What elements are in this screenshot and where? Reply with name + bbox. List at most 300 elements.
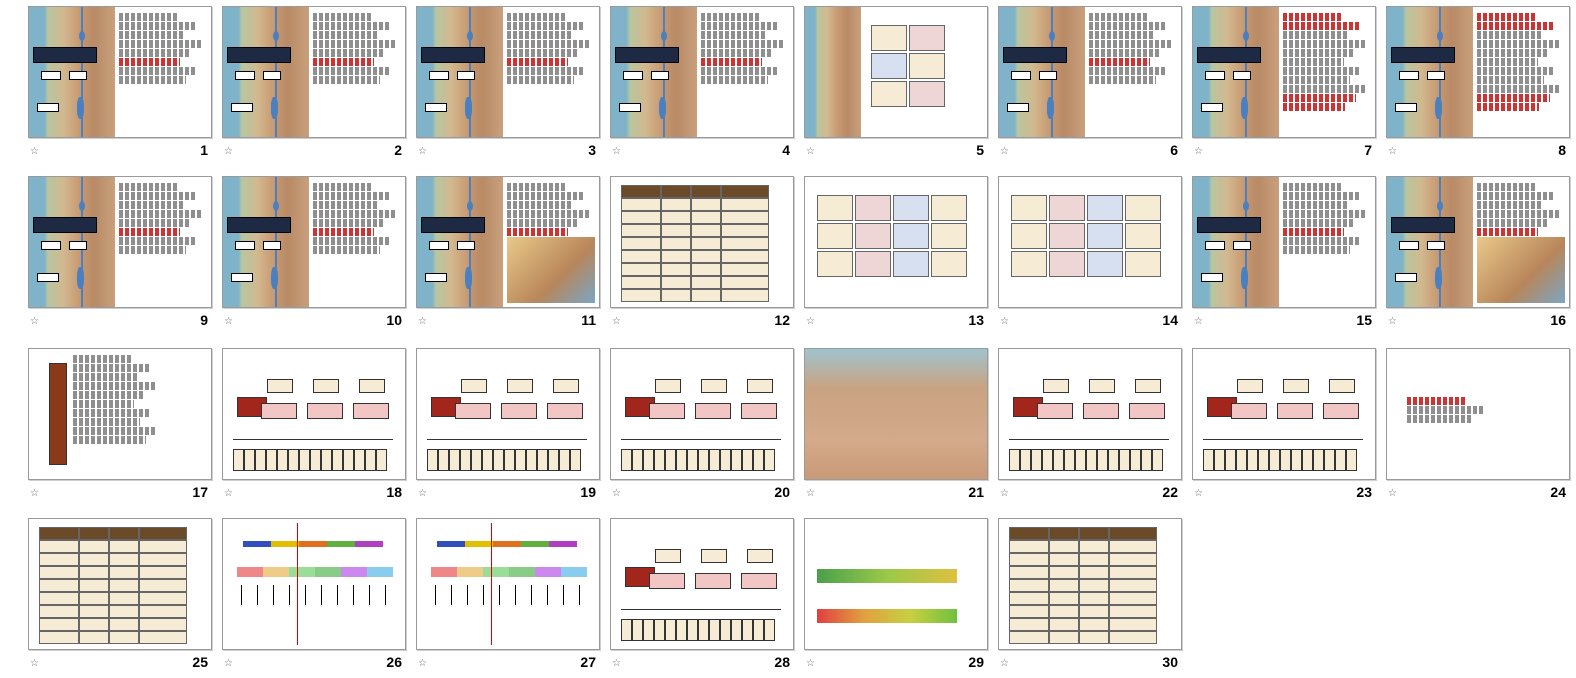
slide-thumbnail[interactable] (804, 176, 988, 308)
text-line (1089, 49, 1161, 57)
slide-cell[interactable] (804, 348, 988, 508)
star-icon[interactable]: ☆ (1388, 488, 1397, 499)
text-line (1477, 210, 1560, 218)
table-cell (1079, 540, 1109, 553)
star-icon[interactable]: ☆ (612, 316, 621, 327)
tree-leaf (515, 449, 526, 471)
table-cell (109, 631, 139, 644)
slide-thumbnail[interactable] (222, 176, 406, 308)
star-icon[interactable]: ☆ (1194, 488, 1203, 499)
slide-cell[interactable] (222, 518, 406, 678)
slide-cell[interactable] (28, 6, 212, 166)
table-cell (661, 237, 691, 250)
slide-thumbnail[interactable] (28, 176, 212, 308)
text-line (1089, 67, 1167, 75)
tree-node (1135, 379, 1161, 393)
tree-leaf (632, 619, 643, 641)
star-icon[interactable]: ☆ (418, 658, 427, 669)
tree-node (747, 549, 773, 563)
slide-thumbnail[interactable] (610, 348, 794, 480)
map-label (263, 241, 281, 250)
star-icon[interactable]: ☆ (1194, 316, 1203, 327)
map-label (1205, 241, 1225, 250)
map-title-box (1391, 47, 1455, 63)
star-icon[interactable]: ☆ (418, 146, 427, 157)
tree-leaf (687, 619, 698, 641)
text-line (701, 67, 779, 75)
timeline-bar (299, 541, 327, 547)
table-cell (109, 592, 139, 605)
sea-of-galilee (273, 31, 279, 41)
star-icon[interactable]: ☆ (1000, 488, 1009, 499)
text-line (507, 219, 579, 227)
slide-thumbnail[interactable] (804, 6, 988, 138)
table-cell (661, 263, 691, 276)
map-label (457, 241, 475, 250)
slide-cell[interactable] (1386, 6, 1570, 166)
star-icon[interactable]: ☆ (612, 146, 621, 157)
text-line (1283, 219, 1355, 227)
text-line (507, 40, 590, 48)
tree-node (649, 403, 685, 419)
star-icon[interactable]: ☆ (30, 146, 39, 157)
timeline-tick (369, 585, 370, 605)
table-cell (621, 198, 661, 211)
text-line (1283, 85, 1367, 93)
slide-number: 27 (580, 654, 596, 670)
tree-leaf (365, 449, 376, 471)
slide-cell[interactable] (804, 6, 988, 166)
slide-thumbnail[interactable] (416, 518, 600, 650)
slide-number: 22 (1162, 484, 1178, 500)
text-line (507, 210, 590, 218)
table-cell (721, 198, 769, 211)
tree-node (455, 403, 491, 419)
tree-leaf (632, 449, 643, 471)
star-icon[interactable]: ☆ (224, 146, 233, 157)
text-line (701, 40, 784, 48)
star-icon[interactable]: ☆ (418, 316, 427, 327)
slide-number: 21 (968, 484, 984, 500)
timeline-band (561, 567, 587, 577)
slide-number: 4 (782, 142, 790, 158)
slide-number: 8 (1558, 142, 1566, 158)
tree-leaf (438, 449, 449, 471)
table-cell (139, 553, 187, 566)
slide-thumbnail[interactable] (222, 348, 406, 480)
slide-thumbnail[interactable] (416, 6, 600, 138)
slide-thumbnail[interactable] (998, 6, 1182, 138)
timeline-tick (579, 585, 580, 605)
star-icon[interactable]: ☆ (1000, 146, 1009, 157)
text-line (73, 400, 134, 408)
tree-leaf (299, 449, 310, 471)
text-line (507, 67, 585, 75)
tree-leaf (570, 449, 581, 471)
star-icon[interactable]: ☆ (806, 316, 815, 327)
table-cell (661, 211, 691, 224)
table-cell (691, 224, 721, 237)
timeline-band (237, 567, 263, 577)
map-label (1201, 103, 1223, 112)
text-line (1283, 76, 1350, 84)
slide-thumbnail[interactable] (610, 176, 794, 308)
star-icon[interactable]: ☆ (30, 316, 39, 327)
tree-leaf (559, 449, 570, 471)
slide-thumbnail[interactable] (998, 348, 1182, 480)
map-label (1399, 241, 1419, 250)
current-time-marker (297, 523, 298, 645)
map-label (457, 71, 475, 80)
tree-leaf (244, 449, 255, 471)
table-cell (79, 566, 109, 579)
tree-node (1283, 379, 1309, 393)
star-icon[interactable]: ☆ (1000, 316, 1009, 327)
slide-number: 30 (1162, 654, 1178, 670)
table-cell (721, 237, 769, 250)
tree-leaf (665, 619, 676, 641)
tree-node (507, 379, 533, 393)
slide-cell[interactable] (610, 6, 794, 166)
slide-thumbnail[interactable] (222, 518, 406, 650)
slide-thumbnail[interactable] (1192, 176, 1376, 308)
tree-leaf (427, 449, 438, 471)
timeline-tick (499, 585, 500, 605)
timeline-tick (451, 585, 452, 605)
tree-leaf (742, 619, 753, 641)
timeline-tick (385, 585, 386, 605)
slide-number: 2 (394, 142, 402, 158)
text-line (1477, 192, 1554, 200)
table-cell (79, 631, 109, 644)
slide-thumbnail[interactable] (1386, 6, 1570, 138)
text-line (73, 391, 145, 399)
tree-node (1129, 403, 1165, 419)
text-line (507, 13, 567, 21)
table-cell (931, 195, 967, 221)
table-cell (79, 527, 109, 540)
tree-node (695, 573, 731, 589)
text-line (1089, 40, 1172, 48)
table-cell (871, 25, 907, 51)
text-line (1089, 76, 1156, 84)
map-label (37, 103, 59, 112)
slide-cell[interactable] (1192, 6, 1376, 166)
star-icon[interactable]: ☆ (224, 316, 233, 327)
map-label (69, 241, 87, 250)
sea-of-galilee (79, 201, 85, 211)
text-line (701, 31, 767, 39)
slide-cell[interactable] (416, 518, 600, 678)
text-line (313, 201, 379, 209)
text-line (313, 13, 373, 21)
map-title-box (227, 217, 291, 233)
text-line (701, 76, 768, 84)
timeline-band (483, 567, 509, 577)
slide-thumbnail[interactable] (1192, 6, 1376, 138)
table-cell (109, 527, 139, 540)
timeline-bar (465, 541, 493, 547)
star-icon[interactable]: ☆ (418, 488, 427, 499)
table-cell (39, 631, 79, 644)
map-image (999, 7, 1085, 137)
text-line (313, 219, 385, 227)
text-line (313, 183, 373, 191)
tree-leaf (698, 619, 709, 641)
slide-cell[interactable] (416, 348, 600, 508)
table-cell (691, 276, 721, 289)
tree-leaf (449, 449, 460, 471)
table-cell (721, 211, 769, 224)
text-line (507, 228, 568, 236)
table-cell (691, 198, 721, 211)
map-title-box (1197, 217, 1261, 233)
star-icon[interactable]: ☆ (806, 146, 815, 157)
star-icon[interactable]: ☆ (612, 658, 621, 669)
tree-connector (233, 439, 393, 440)
slide-table (1009, 527, 1157, 644)
slide-thumbnail[interactable] (1386, 348, 1570, 480)
dead-sea (1241, 97, 1248, 119)
slide-thumbnail[interactable] (998, 176, 1182, 308)
star-icon[interactable]: ☆ (612, 488, 621, 499)
map-label (1011, 71, 1031, 80)
slide-thumbnail[interactable] (1192, 348, 1376, 480)
slide-thumbnail[interactable] (804, 348, 988, 480)
dead-sea (77, 97, 84, 119)
text-line (1283, 228, 1344, 236)
slide-thumbnail[interactable] (28, 6, 212, 138)
table-cell (871, 81, 907, 107)
slide-cell[interactable] (222, 6, 406, 166)
table-cell (817, 223, 853, 249)
slide-table (817, 195, 967, 277)
slide-thumbnail[interactable] (804, 518, 988, 650)
tree-leaf (1009, 449, 1020, 471)
tree-node (747, 379, 773, 393)
tree-connector (1009, 439, 1169, 440)
slide-cell[interactable] (1192, 176, 1376, 336)
dead-sea (77, 267, 84, 289)
text-line (313, 228, 374, 236)
table-cell (871, 53, 907, 79)
slide-cell[interactable] (1192, 348, 1376, 508)
star-icon[interactable]: ☆ (1194, 146, 1203, 157)
tree-leaf (233, 449, 244, 471)
table-cell (909, 53, 945, 79)
timeline-band (315, 567, 341, 577)
table-cell (661, 276, 691, 289)
slide-cell[interactable] (804, 518, 988, 678)
slide-text-block (119, 183, 207, 255)
text-line (507, 22, 584, 30)
slide-cell[interactable] (998, 176, 1182, 336)
text-line (701, 13, 761, 21)
star-icon[interactable]: ☆ (806, 488, 815, 499)
bar-row (817, 609, 957, 623)
dead-sea (659, 97, 666, 119)
slide-cell[interactable] (416, 176, 600, 336)
timeline-tick (353, 585, 354, 605)
tree-leaf (1031, 449, 1042, 471)
text-line (1477, 13, 1537, 21)
table-cell (1049, 631, 1079, 644)
slide-thumbnail[interactable] (416, 176, 600, 308)
sea-of-galilee (273, 201, 279, 211)
tree-leaf (643, 619, 654, 641)
tree-node (1043, 379, 1069, 393)
slide-cell[interactable] (1386, 348, 1570, 508)
slide-thumbnail[interactable] (28, 518, 212, 650)
tree-leaf (1346, 449, 1357, 471)
text-line (119, 58, 180, 66)
table-cell (39, 592, 79, 605)
sea-of-galilee (1243, 31, 1249, 41)
slide-thumbnail[interactable] (610, 518, 794, 650)
slide-cell[interactable] (998, 348, 1182, 508)
text-line (1477, 40, 1560, 48)
table-cell (1087, 251, 1123, 277)
slide-number: 13 (968, 312, 984, 328)
slide-cell[interactable] (610, 518, 794, 678)
tree-leaf (354, 449, 365, 471)
slide-thumbnail[interactable] (998, 518, 1182, 650)
table-cell (1109, 631, 1157, 644)
slide-cell[interactable] (28, 518, 212, 678)
dead-sea (465, 267, 472, 289)
slide-cell[interactable] (998, 6, 1182, 166)
table-cell (1011, 223, 1047, 249)
star-icon[interactable]: ☆ (224, 658, 233, 669)
slide-text-block (1283, 13, 1371, 112)
text-line (507, 58, 568, 66)
timeline-tick (241, 585, 242, 605)
timeline-bar (437, 541, 465, 547)
star-icon[interactable]: ☆ (224, 488, 233, 499)
slide-cell[interactable] (222, 348, 406, 508)
tree-leaf (676, 449, 687, 471)
timeline-tick (321, 585, 322, 605)
slide-cell[interactable] (28, 348, 212, 508)
tree-node (553, 379, 579, 393)
slide-cell[interactable] (416, 6, 600, 166)
tree-leaf (376, 449, 387, 471)
timeline-bar (271, 541, 299, 547)
star-icon[interactable]: ☆ (30, 658, 39, 669)
slide-thumbnail[interactable] (610, 6, 794, 138)
text-line (1407, 406, 1484, 414)
star-icon[interactable]: ☆ (1388, 146, 1397, 157)
slide-thumbnail[interactable] (222, 6, 406, 138)
text-line (1283, 246, 1350, 254)
tree-leaf (537, 449, 548, 471)
slide-cell[interactable] (222, 176, 406, 336)
dead-sea (271, 97, 278, 119)
text-line (1283, 31, 1349, 39)
map-label (231, 273, 253, 282)
tree-leaf (1280, 449, 1291, 471)
table-cell (109, 540, 139, 553)
timeline-bar (521, 541, 549, 547)
table-cell (691, 237, 721, 250)
tree-leaf (1075, 449, 1086, 471)
slide-cell[interactable] (610, 348, 794, 508)
map-label (235, 241, 255, 250)
table-cell (139, 618, 187, 631)
table-cell (621, 211, 661, 224)
text-line (119, 237, 197, 245)
tree-node (547, 403, 583, 419)
tree-leaf (665, 449, 676, 471)
text-line (1407, 415, 1473, 423)
table-cell (139, 540, 187, 553)
text-line (1477, 228, 1538, 236)
map-label (1201, 273, 1223, 282)
timeline-band (263, 567, 289, 577)
star-icon[interactable]: ☆ (806, 658, 815, 669)
title-box (49, 363, 67, 465)
map-label (1039, 71, 1057, 80)
timeline-tick (435, 585, 436, 605)
slide-text-block (119, 13, 207, 85)
slide-number: 17 (192, 484, 208, 500)
text-line (701, 58, 762, 66)
text-line (1283, 237, 1361, 245)
star-icon[interactable]: ☆ (30, 488, 39, 499)
text-line (119, 228, 180, 236)
slide-thumbnail[interactable] (416, 348, 600, 480)
star-icon[interactable]: ☆ (1388, 316, 1397, 327)
text-line (1283, 67, 1361, 75)
text-line (701, 22, 778, 30)
slide-cell[interactable] (28, 176, 212, 336)
tree-leaf (698, 449, 709, 471)
dead-sea (1435, 267, 1442, 289)
table-cell (1109, 527, 1157, 540)
table-cell (855, 251, 891, 277)
tree-leaf (643, 449, 654, 471)
tree-leaf (1258, 449, 1269, 471)
table-cell (931, 223, 967, 249)
table-cell (139, 579, 187, 592)
table-cell (1079, 631, 1109, 644)
table-cell (139, 631, 187, 644)
table-cell (1087, 195, 1123, 221)
tree-leaf (1042, 449, 1053, 471)
tree-leaf (1064, 449, 1075, 471)
table-cell (1009, 605, 1049, 618)
text-line (1477, 58, 1538, 66)
timeline-bar (355, 541, 383, 547)
slide-cell[interactable] (804, 176, 988, 336)
map-label (41, 71, 61, 80)
text-line (1477, 103, 1539, 111)
star-icon[interactable]: ☆ (1000, 658, 1009, 669)
slide-text-block (701, 13, 789, 85)
table-cell (1009, 553, 1049, 566)
slide-thumbnail[interactable] (28, 348, 212, 480)
slide-cell[interactable] (998, 518, 1182, 678)
timeline-tick (563, 585, 564, 605)
tree-leaf (764, 449, 775, 471)
slide-cell[interactable] (1386, 176, 1570, 336)
map-label (1205, 71, 1225, 80)
slide-thumbnail[interactable] (1386, 176, 1570, 308)
table-cell (855, 195, 891, 221)
slide-cell[interactable] (610, 176, 794, 336)
table-cell (1125, 251, 1161, 277)
text-line (313, 192, 390, 200)
